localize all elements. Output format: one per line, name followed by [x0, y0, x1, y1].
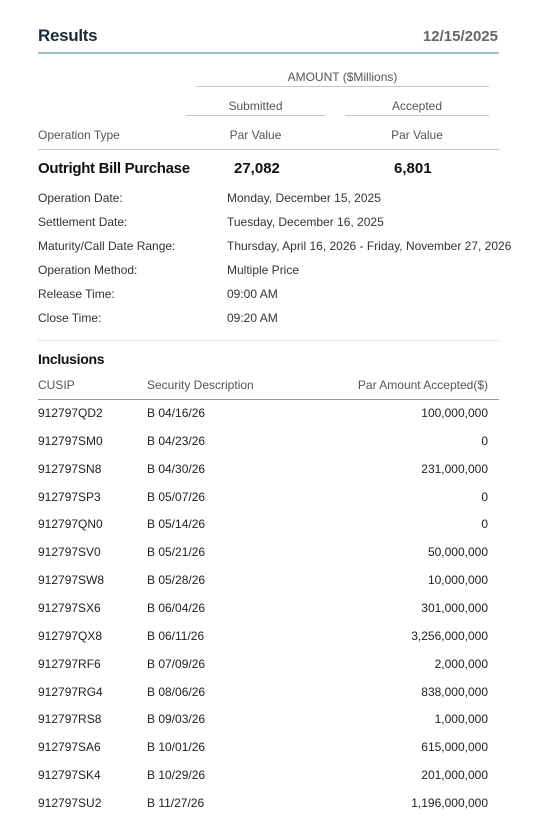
- close-time-label: Close Time:: [38, 311, 102, 325]
- accepted-header: Accepted: [391, 99, 443, 113]
- row-description: B 06/04/26: [147, 600, 206, 615]
- row-description: B 10/29/26: [147, 768, 206, 783]
- table-row: [38, 657, 488, 685]
- row-cusip: 912797QD2: [38, 406, 103, 420]
- row-cusip: 912797SX6: [38, 600, 101, 615]
- table-row: [38, 740, 488, 768]
- row-description: B 08/06/26: [147, 684, 206, 699]
- row-cusip: 912797RF6: [38, 656, 101, 671]
- row-description: B 09/03/26: [147, 712, 206, 727]
- row-description: B 05/21/26: [147, 545, 206, 560]
- row-amount: 1,000,000: [434, 712, 488, 727]
- row-description: B 11/27/26: [147, 795, 205, 810]
- amount-divider: [196, 86, 489, 87]
- maturity-range-label: Maturity/Call Date Range:: [38, 239, 176, 253]
- operation-type: Outright Bill Purchase: [38, 160, 190, 177]
- header-divider: [38, 149, 499, 150]
- table-row: [38, 601, 488, 629]
- row-amount: 3,256,000,000: [411, 628, 488, 643]
- accepted-divider: [345, 115, 489, 116]
- par-value-submitted-label: Par Value: [229, 128, 282, 142]
- inclusions-title: Inclusions: [38, 351, 105, 367]
- details-divider: [38, 340, 499, 341]
- row-description: B 07/09/26: [147, 656, 206, 671]
- row-amount: 0: [481, 433, 488, 448]
- row-cusip: 912797SP3: [38, 489, 101, 504]
- operation-date-label: Operation Date:: [38, 191, 123, 205]
- row-description: B 04/30/26: [147, 461, 206, 476]
- row-amount: 838,000,000: [421, 684, 488, 699]
- table-row: [38, 685, 488, 713]
- operation-method-label: Operation Method:: [38, 263, 138, 277]
- settlement-date-label: Settlement Date:: [38, 215, 128, 229]
- table-row: [38, 462, 488, 490]
- row-amount: 50,000,000: [427, 545, 488, 560]
- row-amount: 301,000,000: [421, 600, 488, 615]
- operation-submitted: 27,082: [234, 160, 280, 177]
- results-title: Results: [38, 26, 98, 45]
- row-description: B 04/16/26: [147, 406, 206, 420]
- table-row: [38, 517, 488, 545]
- row-cusip: 912797SU2: [38, 795, 102, 810]
- title-divider: [38, 52, 499, 54]
- row-description: B 04/23/26: [147, 433, 206, 448]
- submitted-divider: [186, 115, 325, 116]
- table-row: [38, 712, 488, 740]
- table-row: [38, 545, 488, 573]
- row-amount: 2,000,000: [434, 656, 488, 671]
- row-cusip: 912797SK4: [38, 768, 101, 783]
- row-description: B 05/28/26: [147, 573, 206, 588]
- row-description: B 05/14/26: [147, 517, 206, 532]
- cusip-column-header: CUSIP: [38, 378, 75, 392]
- maturity-range-value: Thursday, April 16, 2026 - Friday, November 27, 2026: [227, 239, 512, 253]
- row-description: B 05/07/26: [147, 489, 206, 504]
- row-amount: 1,196,000,000: [411, 795, 488, 810]
- row-cusip: 912797SV0: [38, 545, 101, 560]
- row-amount: 100,000,000: [421, 406, 488, 420]
- row-amount: 0: [481, 489, 488, 504]
- table-row: [38, 768, 488, 796]
- row-cusip: 912797QN0: [38, 517, 103, 532]
- operation-date-value: Monday, December 15, 2025: [227, 191, 381, 205]
- row-cusip: 912797SN8: [38, 461, 102, 476]
- row-cusip: 912797RS8: [38, 712, 102, 727]
- table-row: [38, 490, 488, 518]
- row-cusip: 912797QX8: [38, 628, 103, 643]
- description-column-header: Security Description: [147, 378, 254, 392]
- submitted-header: Submitted: [228, 99, 283, 113]
- table-row: [38, 434, 488, 462]
- inclusions-header-divider: [38, 399, 499, 400]
- row-amount: 10,000,000: [427, 573, 488, 588]
- table-row: [38, 629, 488, 657]
- row-cusip: 912797SM0: [38, 433, 103, 448]
- settlement-date-value: Tuesday, December 16, 2025: [227, 215, 384, 229]
- table-row: [38, 573, 488, 601]
- table-row: [38, 406, 488, 434]
- row-cusip: 912797SA6: [38, 740, 101, 755]
- row-amount: 231,000,000: [421, 461, 488, 476]
- amount-column-header: Par Amount Accepted($): [357, 378, 488, 392]
- results-date: 12/15/2025: [422, 28, 498, 45]
- row-amount: 0: [481, 517, 488, 532]
- row-amount: 201,000,000: [421, 768, 488, 783]
- row-description: B 10/01/26: [147, 740, 206, 755]
- row-cusip: 912797RG4: [38, 684, 103, 699]
- row-description: B 06/11/26: [147, 628, 205, 643]
- row-cusip: 912797SW8: [38, 573, 105, 588]
- row-amount: 615,000,000: [421, 740, 488, 755]
- close-time-value: 09:20 AM: [227, 311, 278, 325]
- release-time-value: 09:00 AM: [227, 287, 278, 301]
- amount-header: AMOUNT ($Millions): [287, 70, 398, 84]
- release-time-label: Release Time:: [38, 287, 115, 301]
- par-value-accepted-label: Par Value: [391, 128, 443, 142]
- operation-method-value: Multiple Price: [227, 263, 300, 277]
- operation-type-label: Operation Type: [38, 128, 120, 142]
- operation-accepted: 6,801: [394, 160, 432, 177]
